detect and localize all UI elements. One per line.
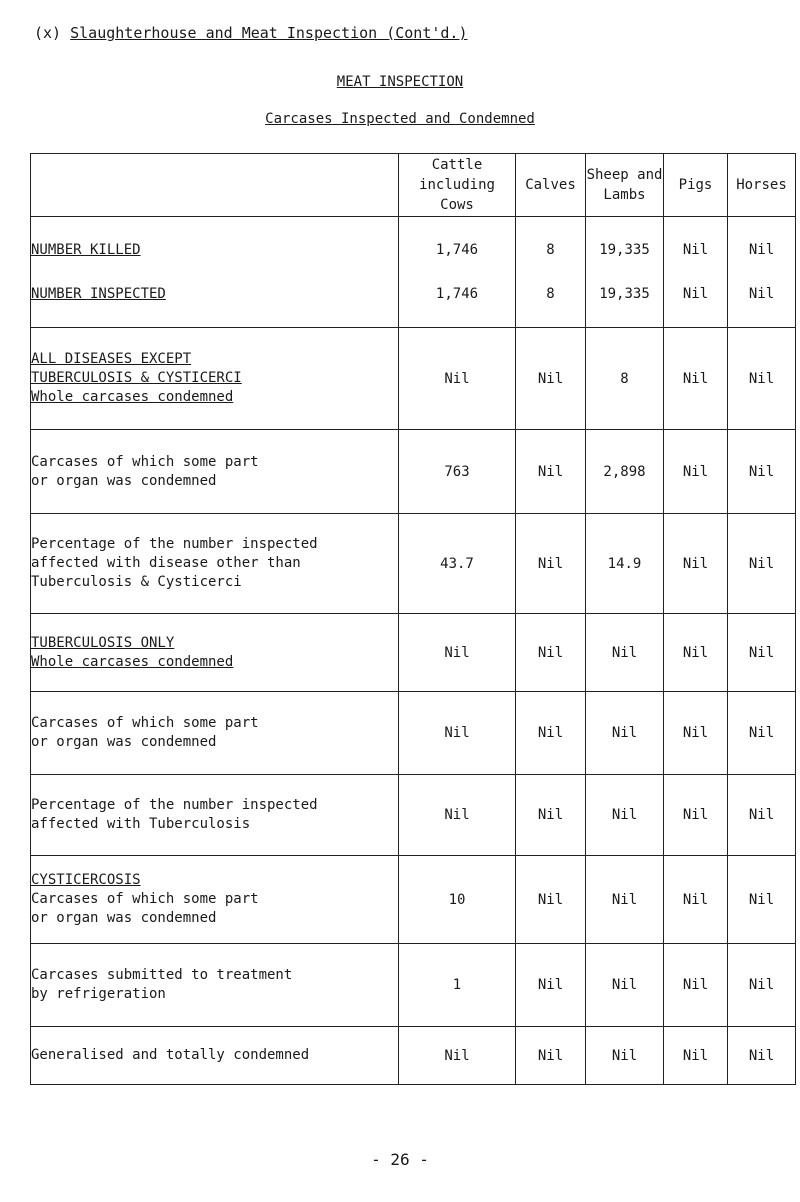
header-cell-blank xyxy=(31,154,399,217)
section-heading xyxy=(34,24,467,42)
row-text-line: affected with Tuberculosis xyxy=(31,816,251,832)
row-value-cell: 2,898 xyxy=(586,430,664,514)
counts-calves xyxy=(516,217,586,328)
row-value-cell: Nil xyxy=(399,328,516,430)
row-text-line: Carcases submitted to treatment xyxy=(31,967,293,983)
row-value-cell: 10 xyxy=(399,856,516,944)
row-text-line: by refrigeration xyxy=(31,986,166,1002)
row-label-cell xyxy=(31,775,399,856)
counts-label-cell xyxy=(31,217,399,328)
row-value-cell: Nil xyxy=(516,775,586,856)
row-text-line: Generalised and totally condemned xyxy=(31,1047,310,1063)
row-value-cell: Nil xyxy=(664,328,728,430)
row-value-cell: Nil xyxy=(728,430,796,514)
counts-cattle xyxy=(399,217,516,328)
header-horses-label: Horses xyxy=(736,177,787,193)
row-text-line: Percentage of the number inspected xyxy=(31,536,318,552)
table-row xyxy=(31,614,796,692)
row-text-line: or organ was condemned xyxy=(31,734,217,750)
row-value-cell: Nil xyxy=(728,944,796,1027)
header-cattle xyxy=(399,154,516,217)
row-value-cell: Nil xyxy=(399,775,516,856)
row-value-cell: Nil xyxy=(728,614,796,692)
counts-horses xyxy=(728,217,796,328)
row-text-line: or organ was condemned xyxy=(31,472,217,489)
row-value-cell: Nil xyxy=(586,614,664,692)
header-pigs-label: Pigs xyxy=(678,177,713,193)
row-label-cell xyxy=(31,944,399,1027)
row-text-line: affected with disease other than xyxy=(31,555,301,571)
header-sheep xyxy=(586,154,664,217)
row-value-cell: Nil xyxy=(516,692,586,775)
row-heading-line: TUBERCULOSIS & CYSTICERCI xyxy=(31,370,242,386)
section-title: Slaughterhouse and Meat Inspection (Cont'd.) xyxy=(70,24,468,42)
header-cattle-label: Cattle including Cows xyxy=(419,157,495,213)
row-value-cell: 763 xyxy=(399,430,516,514)
row-heading-line: TUBERCULOSIS ONLY xyxy=(31,634,175,651)
row-value-cell: Nil xyxy=(586,692,664,775)
table-title: Carcases Inspected and Condemned xyxy=(265,111,535,127)
row-value-cell: Nil xyxy=(586,775,664,856)
table-row xyxy=(31,328,796,430)
row-value-cell: 1 xyxy=(399,944,516,1027)
row-value-cell: Nil xyxy=(664,692,728,775)
row-text-line: Percentage of the number inspected xyxy=(31,797,318,813)
row-value-cell: Nil xyxy=(728,1027,796,1085)
killed-value: Nil xyxy=(748,242,775,258)
table-row xyxy=(31,692,796,775)
row-value-cell: Nil xyxy=(399,692,516,775)
inspected-value: 19,335 xyxy=(599,286,650,302)
row-heading-line: Whole carcases condemned xyxy=(31,653,234,670)
killed-value: 19,335 xyxy=(599,242,650,258)
row-heading-line: ALL DISEASES EXCEPT xyxy=(31,351,192,367)
header-row xyxy=(31,154,796,217)
killed-value: 1,746 xyxy=(435,242,479,258)
row-value-cell: 8 xyxy=(586,328,664,430)
inspection-table xyxy=(30,153,796,1085)
row-text-line: Carcases of which some part xyxy=(31,891,259,907)
page-title: MEAT INSPECTION xyxy=(336,74,464,90)
table-row-counts xyxy=(31,217,796,328)
row-label-cell xyxy=(31,856,399,944)
table-row xyxy=(31,856,796,944)
row-value-cell: Nil xyxy=(516,856,586,944)
row-value-cell: Nil xyxy=(728,856,796,944)
row-value-cell: Nil xyxy=(399,614,516,692)
row-label-cell xyxy=(31,430,399,514)
row-label-cell xyxy=(31,614,399,692)
row-value-cell: Nil xyxy=(728,775,796,856)
killed-value: Nil xyxy=(682,242,709,258)
page-number: - 26 - xyxy=(371,1150,429,1169)
row-value-cell: Nil xyxy=(664,514,728,614)
row-value-cell: Nil xyxy=(586,944,664,1027)
row-text-line: Carcases of which some part xyxy=(31,715,259,731)
row-value-cell: Nil xyxy=(586,1027,664,1085)
inspected-value: 1,746 xyxy=(435,286,479,302)
row-text-line: Tuberculosis & Cysticerci xyxy=(31,574,242,590)
row-value-cell: Nil xyxy=(516,614,586,692)
row-value-cell: Nil xyxy=(728,692,796,775)
row-value-cell: Nil xyxy=(516,328,586,430)
row-heading-line: Whole carcases condemned xyxy=(31,389,234,405)
row-value-cell: Nil xyxy=(516,1027,586,1085)
header-sheep-label: Sheep and Lambs xyxy=(586,167,663,203)
table-row xyxy=(31,430,796,514)
inspected-value: Nil xyxy=(682,286,709,302)
row-value-cell: Nil xyxy=(664,944,728,1027)
row-value-cell: Nil xyxy=(664,430,728,514)
row-value-cell: Nil xyxy=(664,856,728,944)
row-value-cell: Nil xyxy=(728,328,796,430)
killed-value: 8 xyxy=(546,242,555,258)
counts-pigs xyxy=(664,217,728,328)
table-row xyxy=(31,514,796,614)
table-row xyxy=(31,944,796,1027)
row-value-cell: Nil xyxy=(586,856,664,944)
row-label-cell xyxy=(31,1027,399,1085)
row-text-line: Carcases of which some part xyxy=(31,453,259,470)
row-value-cell: Nil xyxy=(516,430,586,514)
table-row xyxy=(31,1027,796,1085)
inspected-label: NUMBER INSPECTED xyxy=(31,286,166,302)
inspected-value: Nil xyxy=(748,286,775,302)
row-value-cell: 43.7 xyxy=(399,514,516,614)
header-calves xyxy=(516,154,586,217)
row-text-line: or organ was condemned xyxy=(31,910,217,926)
header-horses xyxy=(728,154,796,217)
row-value-cell: Nil xyxy=(664,775,728,856)
inspected-value: 8 xyxy=(546,286,555,302)
table-row xyxy=(31,775,796,856)
row-value-cell: Nil xyxy=(664,614,728,692)
row-label-cell xyxy=(31,514,399,614)
killed-label: NUMBER KILLED xyxy=(31,242,141,258)
header-pigs xyxy=(664,154,728,217)
row-value-cell: Nil xyxy=(516,944,586,1027)
row-value-cell: Nil xyxy=(664,1027,728,1085)
row-heading-line: CYSTICERCOSIS xyxy=(31,872,141,888)
row-value-cell: Nil xyxy=(516,514,586,614)
row-label-cell xyxy=(31,328,399,430)
header-calves-label: Calves xyxy=(525,177,576,193)
row-value-cell: 14.9 xyxy=(586,514,664,614)
row-value-cell: Nil xyxy=(399,1027,516,1085)
counts-sheep xyxy=(586,217,664,328)
section-number: (x) xyxy=(34,24,62,42)
row-value-cell: Nil xyxy=(728,514,796,614)
row-label-cell xyxy=(31,692,399,775)
